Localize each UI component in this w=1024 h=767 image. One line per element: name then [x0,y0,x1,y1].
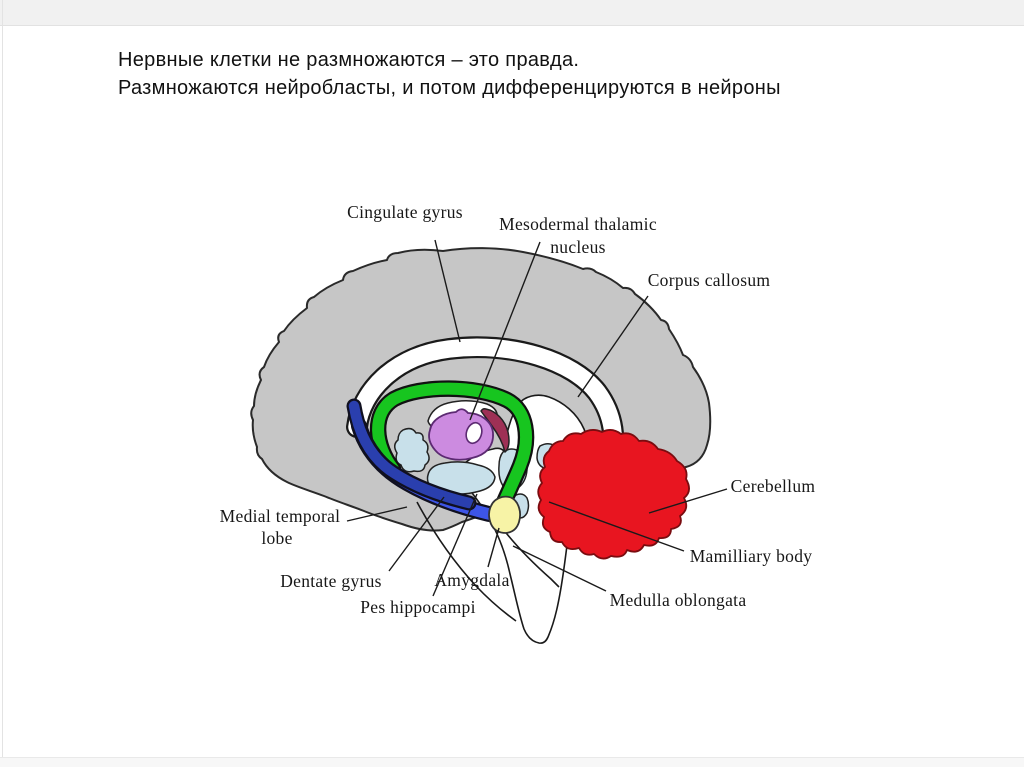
slide-bottom-margin [0,757,1024,767]
amygdala-shape [489,497,520,533]
label-medulla-oblongata: Medulla oblongata [609,590,747,610]
slide-caption [118,46,781,102]
label-mesodermal-line1: Mesodermal thalamic [499,214,657,234]
brain-diagram [150,185,850,665]
label-medial-temporal-line2: lobe [261,528,293,548]
label-dentate-gyrus: Dentate gyrus [280,571,382,591]
amygdala-line [488,528,499,567]
thalamus-shape [429,409,493,460]
caption-line-1: Нервные клетки не размножаются – это правда. [118,49,580,71]
caption-line-2: Размножаются нейробласты, и потом дифференцируются в нейроны [118,77,781,99]
label-mamilliary-body: Mamilliary body [689,546,813,566]
label-mesodermal-line2: nucleus [550,237,606,257]
label-pes-hippocampi: Pes hippocampi [360,597,476,617]
label-cerebellum: Cerebellum [730,476,816,496]
label-corpus-callosum: Corpus callosum [647,270,771,290]
label-cingulate-gyrus: Cingulate gyrus [347,202,463,222]
slide-top-margin [0,0,1024,26]
slide-left-edge [2,0,3,767]
label-amygdala: Amygdala [434,570,510,590]
label-medial-temporal-line1: Medial temporal [219,506,341,526]
